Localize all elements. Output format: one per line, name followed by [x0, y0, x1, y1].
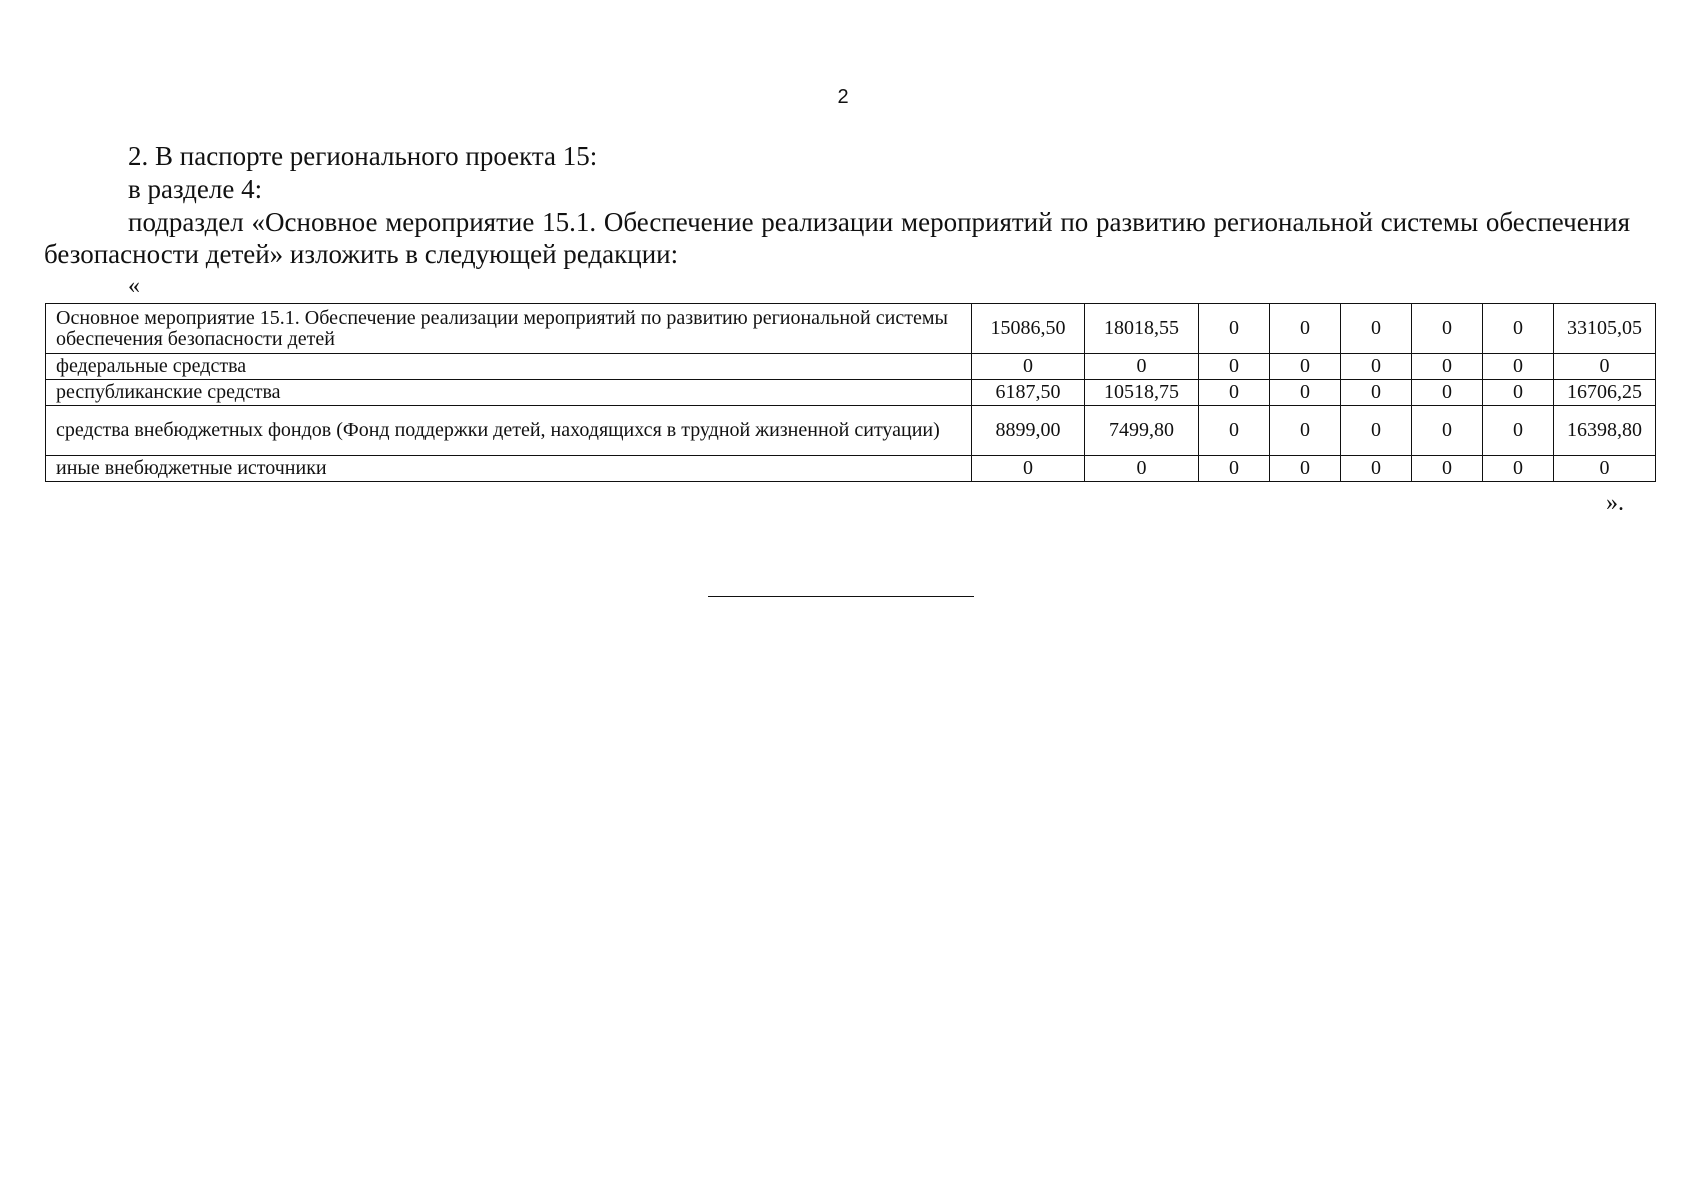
closing-quote-mark: ». — [1606, 490, 1624, 516]
total-cell: 16706,25 — [1554, 380, 1656, 406]
paragraph-subsection: подраздел «Основное мероприятие 15.1. Обеспечение реализации мероприятий по развитию региональной системы обеспечения безопасности детей» изложить в следующей редакции: — [44, 207, 1630, 269]
value-cell: 18018,55 — [1085, 304, 1199, 354]
value-cell: 0 — [1199, 456, 1270, 482]
total-cell: 0 — [1554, 456, 1656, 482]
value-cell: 8899,00 — [972, 406, 1085, 456]
value-cell: 0 — [1270, 456, 1341, 482]
value-cell: 0 — [1199, 380, 1270, 406]
value-cell: 0 — [1085, 456, 1199, 482]
value-cell: 0 — [1341, 354, 1412, 380]
row-label: иные внебюджетные источники — [46, 456, 972, 482]
value-cell: 0 — [972, 354, 1085, 380]
table-row — [46, 354, 1656, 380]
value-cell: 0 — [1412, 354, 1483, 380]
value-cell: 0 — [1199, 304, 1270, 354]
value-cell: 0 — [1483, 380, 1554, 406]
value-cell: 0 — [1270, 304, 1341, 354]
opening-quote-mark: « — [128, 273, 140, 299]
value-cell: 0 — [1341, 304, 1412, 354]
page-number: 2 — [837, 86, 849, 108]
table-row — [46, 304, 1656, 354]
value-cell: 0 — [1199, 406, 1270, 456]
paragraph-item-2: 2. В паспорте регионального проекта 15: — [128, 141, 598, 171]
row-label: республиканские средства — [46, 380, 972, 406]
value-cell: 7499,80 — [1085, 406, 1199, 456]
table-row — [46, 456, 1656, 482]
total-cell: 33105,05 — [1554, 304, 1656, 354]
value-cell: 0 — [972, 456, 1085, 482]
value-cell: 0 — [1412, 304, 1483, 354]
value-cell: 0 — [1270, 354, 1341, 380]
value-cell: 0 — [1483, 354, 1554, 380]
value-cell: 0 — [1341, 456, 1412, 482]
value-cell: 0 — [1341, 380, 1412, 406]
paragraph-section-4: в разделе 4: — [128, 174, 263, 204]
value-cell: 0 — [1270, 380, 1341, 406]
value-cell: 0 — [1085, 354, 1199, 380]
row-label: федеральные средства — [46, 354, 972, 380]
value-cell: 6187,50 — [972, 380, 1085, 406]
closing-divider — [708, 596, 974, 597]
funding-table — [45, 303, 1656, 482]
total-cell: 16398,80 — [1554, 406, 1656, 456]
row-label: средства внебюджетных фондов (Фонд поддержки детей, находящихся в трудной жизненной ситуации) — [46, 406, 972, 456]
value-cell: 15086,50 — [972, 304, 1085, 354]
total-cell: 0 — [1554, 354, 1656, 380]
value-cell: 0 — [1412, 406, 1483, 456]
value-cell: 10518,75 — [1085, 380, 1199, 406]
value-cell: 0 — [1412, 456, 1483, 482]
value-cell: 0 — [1483, 304, 1554, 354]
value-cell: 0 — [1199, 354, 1270, 380]
value-cell: 0 — [1483, 406, 1554, 456]
value-cell: 0 — [1412, 380, 1483, 406]
table-row — [46, 406, 1656, 456]
row-label: Основное мероприятие 15.1. Обеспечение реализации мероприятий по развитию региональной системы обеспечения безопасности детей — [46, 304, 972, 354]
value-cell: 0 — [1270, 406, 1341, 456]
table-row — [46, 380, 1656, 406]
value-cell: 0 — [1341, 406, 1412, 456]
value-cell: 0 — [1483, 456, 1554, 482]
